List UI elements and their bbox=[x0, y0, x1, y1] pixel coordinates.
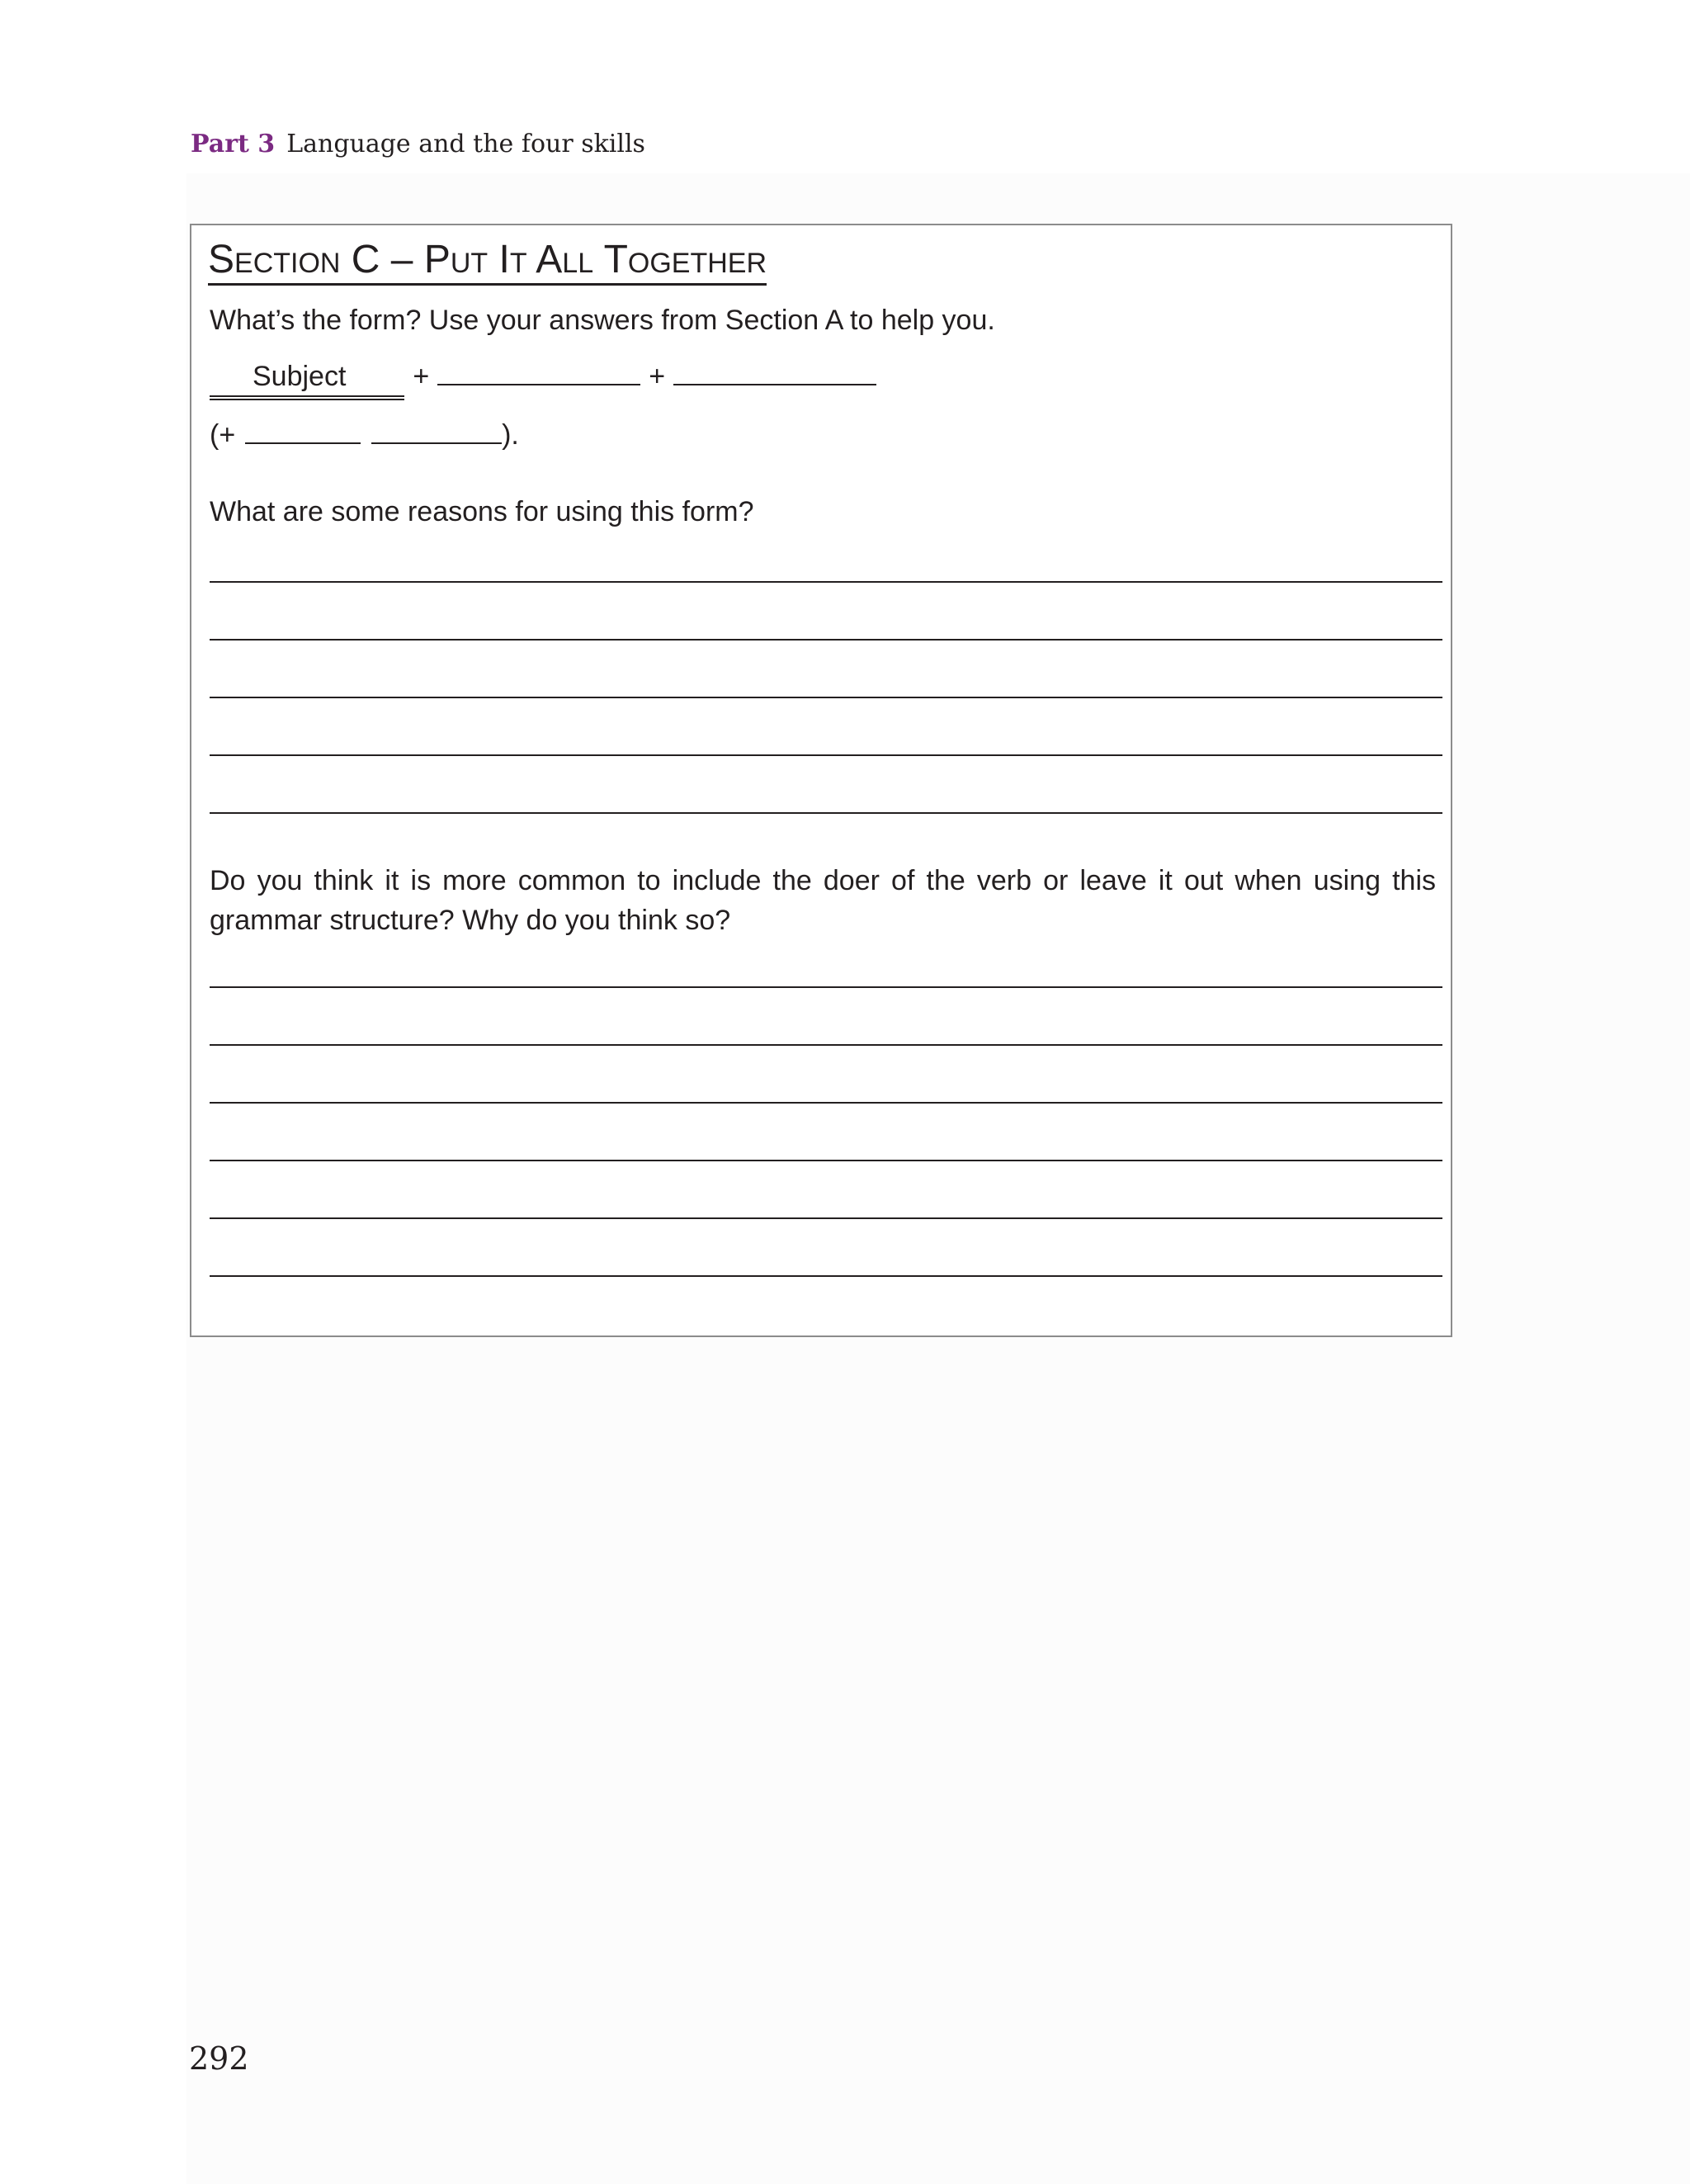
chapter-title: Language and the four skills bbox=[286, 130, 645, 158]
open-paren: (+ bbox=[210, 419, 236, 451]
answer-line[interactable] bbox=[210, 1044, 1442, 1046]
form-blank-2[interactable] bbox=[437, 359, 640, 385]
answer-line[interactable] bbox=[210, 1102, 1442, 1104]
question-reasons: What are some reasons for using this form? bbox=[210, 496, 754, 527]
answer-line[interactable] bbox=[210, 1160, 1442, 1161]
part-label: Part 3 bbox=[191, 130, 276, 158]
plus-sign: + bbox=[413, 361, 430, 392]
section-c-box bbox=[190, 224, 1452, 1337]
answer-line[interactable] bbox=[210, 1217, 1442, 1219]
page-number: 292 bbox=[189, 2040, 249, 2077]
answer-line[interactable] bbox=[210, 697, 1442, 698]
question-doer: Do you think it is more common to include the doer of the verb or leave it out when using this grammar structure? Why do you think so? bbox=[210, 865, 1436, 936]
section-title: Section C – Put It All Together bbox=[208, 237, 767, 286]
running-head bbox=[191, 126, 645, 163]
subject-blank[interactable] bbox=[210, 357, 404, 397]
agent-blank-2[interactable] bbox=[371, 418, 502, 444]
form-blank-3[interactable] bbox=[673, 359, 876, 385]
answer-line[interactable] bbox=[210, 812, 1442, 814]
subject-label: Subject bbox=[253, 361, 347, 392]
close-paren: ). bbox=[502, 419, 519, 451]
answer-line[interactable] bbox=[210, 639, 1442, 641]
plus-sign: + bbox=[649, 361, 666, 392]
agent-blank-1[interactable] bbox=[245, 418, 361, 444]
formula-row-2 bbox=[210, 416, 519, 454]
answer-line[interactable] bbox=[210, 581, 1442, 583]
form-instruction: What’s the form? Use your answers from Section A to help you. bbox=[210, 305, 995, 336]
formula-row-1 bbox=[210, 357, 876, 397]
answer-line[interactable] bbox=[210, 754, 1442, 756]
answer-line[interactable] bbox=[210, 986, 1442, 988]
answer-line[interactable] bbox=[210, 1275, 1442, 1277]
